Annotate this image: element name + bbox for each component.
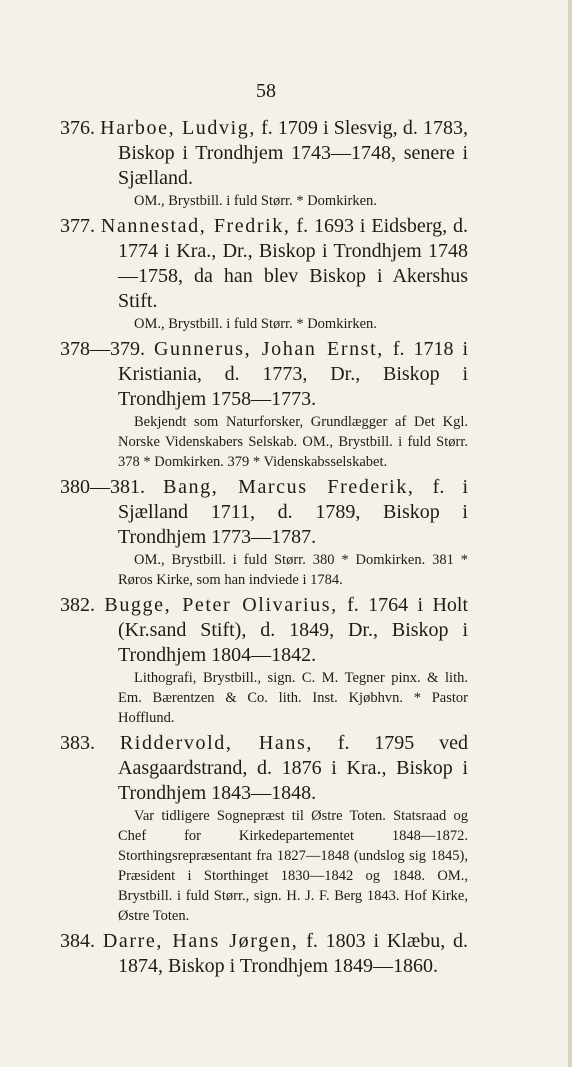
entry-text: f. 1718 i Kristiania, d. 1773, Dr., Biskop i Trondhjem 1758—1773. <box>118 338 469 410</box>
entry-number: 380—381. <box>60 476 145 498</box>
entry-number: 376. <box>60 117 95 139</box>
catalog-entry <box>60 475 468 590</box>
catalog-entry <box>60 337 468 472</box>
entry-name: Harboe, Ludvig, <box>100 117 256 139</box>
entry-name: Gunnerus, Johan Ernst, <box>154 338 384 360</box>
entry-heading <box>60 593 468 668</box>
catalog-entry <box>60 593 468 728</box>
catalog-entry <box>60 929 468 979</box>
entry-note: OM., Brystbill. i fuld Størr. * Domkirken. <box>134 316 377 332</box>
entry-list <box>60 116 468 982</box>
entry-heading <box>60 214 468 314</box>
entry-number: 382. <box>60 594 95 616</box>
catalog-entry <box>60 214 468 334</box>
entry-note: Bekjendt som Naturforsker, Grundlægger af Det Kgl. Norske Videnskabers Selskab. OM., Brystbill. i fuld Størr. 378 * Domkirken. 379 * Videnskabsselskabet. <box>118 414 468 470</box>
entry-number: 383. <box>60 732 95 754</box>
entry-text: f. 1709 i Slesvig, d. 1783, Biskop i Trondhjem 1743—1748, senere i Sjælland. <box>118 117 468 189</box>
entry-note: OM., Brystbill. i fuld Størr. 380 * Domkirken. 381 * Røros Kirke, som han indviede i 1784. <box>118 552 468 588</box>
entry-text: f. 1795 ved Aasgaardstrand, d. 1876 i Kra., Biskop i Trondhjem 1843—1848. <box>118 732 468 804</box>
page-edge <box>568 0 572 1067</box>
entry-note: Var tidligere Sognepræst til Østre Toten. Statsraad og Chef for Kirkedepartementet 1848—1872. Storthingsrepræsentant fra 1827—1848 (undslog sig 1845), Præsident i Storthinget 1830—1842 og 1848. OM., Brystbill. i fuld Størr., sign. H. J. F. Berg 1843. Hof Kirke, Østre Toten. <box>118 808 468 924</box>
entry-name: Bugge, Peter Olivarius, <box>104 594 338 616</box>
entry-name: Darre, Hans Jørgen, <box>102 930 299 952</box>
catalog-entry <box>60 116 468 211</box>
entry-heading <box>60 731 468 806</box>
entry-number: 384. <box>60 930 95 952</box>
entry-note: OM., Brystbill. i fuld Størr. * Domkirken. <box>134 193 377 209</box>
entry-heading <box>60 475 468 550</box>
entry-heading <box>60 337 468 412</box>
entry-name: Nannestad, Fredrik, <box>100 215 291 237</box>
entry-number: 378—379. <box>60 338 145 360</box>
entry-text: f. i Sjælland 1711, d. 1789, Biskop i Trondhjem 1773—1787. <box>118 476 468 548</box>
entry-heading <box>60 929 468 979</box>
page-number: 58 <box>256 80 276 102</box>
catalog-entry <box>60 731 468 926</box>
entry-note: Lithografi, Brystbill., sign. C. M. Tegner pinx. & lith. Em. Bærentzen & Co. lith. Inst. Kjøbhvn. * Pastor Hofflund. <box>118 670 468 726</box>
entry-text: f. 1693 i Eidsberg, d. 1774 i Kra., Dr., Biskop i Trondhjem 1748—1758, da han blev Biskop i Akershus Stift. <box>118 215 468 312</box>
entry-text: f. 1803 i Klæbu, d. 1874, Biskop i Trondhjem 1849—1860. <box>118 930 468 977</box>
entry-heading <box>60 116 468 191</box>
entry-number: 377. <box>60 215 95 237</box>
entry-name: Riddervold, Hans, <box>119 732 313 754</box>
entry-name: Bang, Marcus Frederik, <box>163 476 415 498</box>
entry-text: f. 1764 i Holt (Kr.sand Stift), d. 1849, Dr., Biskop i Trondhjem 1804—1842. <box>118 594 469 666</box>
